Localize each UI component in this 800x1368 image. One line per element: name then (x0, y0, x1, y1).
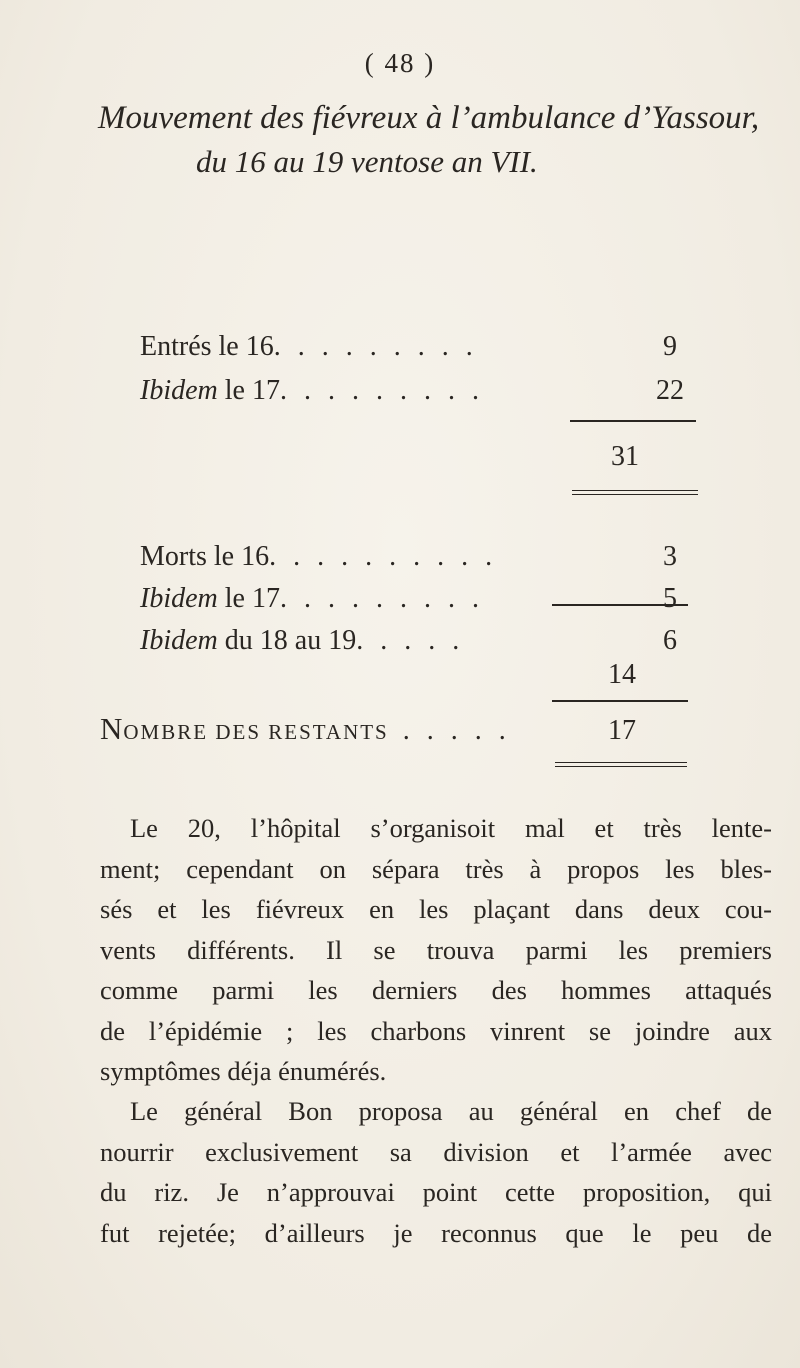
death-row (140, 582, 677, 616)
entry-value: 9 (663, 331, 677, 362)
remaining-initial: N (100, 711, 124, 746)
leader-dots: . . . . . . . . . . (269, 541, 498, 572)
text-line: fut rejetée; d’ailleurs je reconnus que le peu de (100, 1217, 772, 1248)
double-rule (555, 762, 687, 767)
paragraph (100, 1091, 772, 1253)
text-line: nourrir exclusivement sa division et l’armée avec (100, 1136, 772, 1167)
entry-row (140, 330, 677, 364)
leader-dots: . . . . . (356, 625, 465, 656)
leader-dots: . . . . . . . . . (279, 583, 484, 614)
remaining-value: 17 (608, 715, 636, 746)
text-line: du riz. Je n’approuvai point cette proposition, qui (100, 1177, 772, 1207)
double-rule (572, 490, 698, 495)
death-label: Morts le 16 (140, 541, 270, 572)
sum-rule (570, 420, 696, 422)
text-line: de l’épidémie ; les charbons vinrent se joindre aux (100, 1015, 772, 1046)
entry-row (140, 374, 684, 408)
entry-label-italic: Ibidem (140, 375, 218, 406)
death-value: 3 (663, 541, 677, 572)
death-label: du 18 au 19 (217, 625, 357, 656)
text-line: comme parmi les derniers des hommes attaqués (100, 975, 772, 1005)
death-label-italic: Ibidem (140, 625, 218, 656)
death-row (140, 624, 677, 658)
entry-value: 22 (656, 375, 684, 406)
sum-rule (552, 604, 688, 606)
text-line: Le 20, l’hôpital s’organisoit mal et très lente- (130, 813, 772, 843)
remaining-row (100, 712, 511, 749)
remaining-label: OMBRE DES RESTANTS (123, 720, 389, 744)
entries-total: 31 (611, 441, 639, 472)
leader-dots: . . . . . (402, 715, 511, 746)
text-line: ment; cependant on sépara très à propos les bles- (100, 853, 772, 884)
leader-dots: . . . . . . . . . (273, 331, 478, 362)
death-value: 5 (663, 583, 677, 614)
table-title: Mouvement des fiévreux à l’ambulance d’Yassour, (98, 100, 760, 136)
death-row (140, 540, 677, 574)
death-label: le 17 (217, 583, 280, 614)
death-label-italic: Ibidem (140, 583, 218, 614)
deaths-total: 14 (608, 659, 636, 690)
table-subtitle: du 16 au 19 ventose an VII. (196, 144, 538, 179)
text-line: Le général Bon proposa au général en chef de (130, 1096, 772, 1126)
entry-label: le 17 (217, 375, 280, 406)
paragraph (100, 808, 772, 1092)
sum-rule (552, 700, 688, 702)
text-line: symptômes déja énumérés. (100, 1056, 387, 1086)
page-number: ( 48 ) (364, 48, 436, 78)
leader-dots: . . . . . . . . . (279, 375, 484, 406)
entry-label: Entrés le 16 (140, 331, 274, 362)
death-value: 6 (663, 625, 677, 656)
text-line: vents différents. Il se trouva parmi les premiers (100, 934, 772, 965)
text-line: sés et les fiévreux en les plaçant dans deux cou- (100, 894, 772, 924)
